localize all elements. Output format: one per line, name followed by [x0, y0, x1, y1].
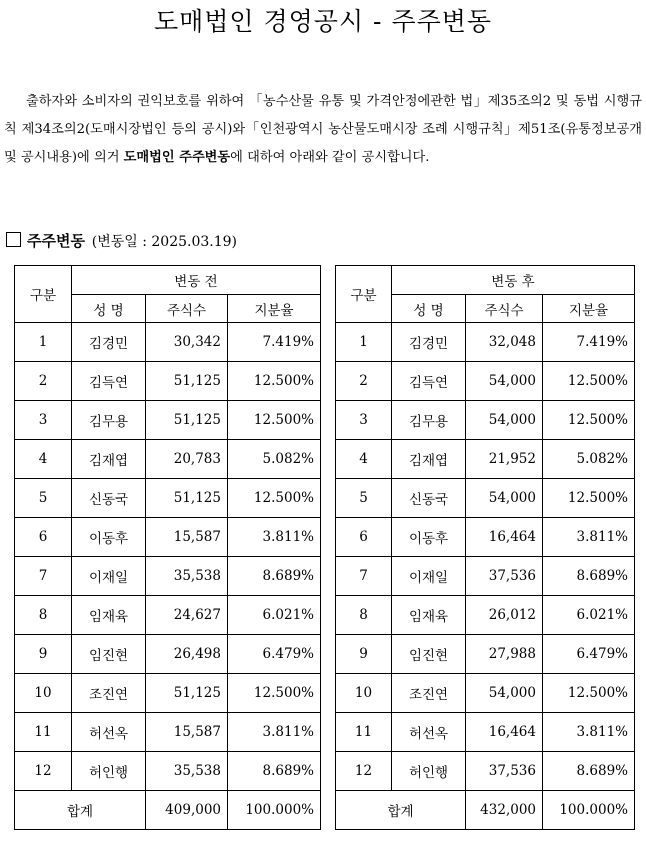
table-body-before	[15, 266, 321, 830]
share-ratio: 8.689%	[543, 752, 635, 791]
shareholder-name: 이동후	[72, 518, 146, 557]
row-number: 12	[336, 752, 392, 791]
share-count: 21,952	[466, 440, 543, 479]
share-ratio: 8.689%	[228, 752, 321, 791]
share-count: 37,536	[466, 752, 543, 791]
share-ratio: 3.811%	[543, 713, 635, 752]
intro-text-bold: 도매법인 주주변동	[123, 150, 231, 165]
share-ratio: 7.419%	[543, 323, 635, 362]
share-count: 15,587	[146, 518, 228, 557]
table-row	[336, 635, 635, 674]
header-name: 성 명	[392, 295, 466, 323]
header-ratio: 지분율	[543, 295, 635, 323]
shareholder-name: 신동국	[392, 479, 466, 518]
share-ratio: 6.021%	[543, 596, 635, 635]
shareholder-name: 임진현	[392, 635, 466, 674]
table-body-after	[336, 266, 635, 830]
row-number: 3	[336, 401, 392, 440]
table-row	[336, 440, 635, 479]
row-number: 12	[15, 752, 72, 791]
intro-text-part2: 에 대하여 아래와 같이 공시합니다.	[230, 150, 430, 165]
shareholder-name: 조진연	[392, 674, 466, 713]
row-number: 9	[15, 635, 72, 674]
share-ratio: 12.500%	[228, 401, 321, 440]
row-number: 2	[15, 362, 72, 401]
shareholder-name: 신동국	[72, 479, 146, 518]
table-total-row	[336, 791, 635, 830]
total-shares: 409,000	[146, 791, 228, 830]
shareholder-name: 김득연	[392, 362, 466, 401]
shareholder-name: 조진연	[72, 674, 146, 713]
table-row	[336, 752, 635, 791]
shareholder-name: 허선옥	[392, 713, 466, 752]
share-count: 26,012	[466, 596, 543, 635]
table-row	[15, 635, 321, 674]
shareholder-name: 임진현	[72, 635, 146, 674]
share-count: 26,498	[146, 635, 228, 674]
share-count: 35,538	[146, 752, 228, 791]
page-title: 도매법인 경영공시 - 주주변동	[153, 7, 493, 36]
shareholder-name: 이재일	[392, 557, 466, 596]
table-row	[336, 674, 635, 713]
share-count: 54,000	[466, 479, 543, 518]
row-number: 8	[336, 596, 392, 635]
share-ratio: 12.500%	[543, 479, 635, 518]
header-shares: 주식수	[466, 295, 543, 323]
share-ratio: 5.082%	[543, 440, 635, 479]
shareholder-name: 임재육	[392, 596, 466, 635]
table-row	[336, 401, 635, 440]
shareholder-table-before	[14, 265, 321, 830]
table-row	[336, 713, 635, 752]
share-count: 35,538	[146, 557, 228, 596]
table-row	[15, 479, 321, 518]
share-ratio: 12.500%	[543, 674, 635, 713]
share-count: 37,536	[466, 557, 543, 596]
header-ratio: 지분율	[228, 295, 321, 323]
table-header-row	[15, 266, 321, 295]
table-header-row	[336, 266, 635, 295]
shareholder-name: 임재육	[72, 596, 146, 635]
row-number: 5	[15, 479, 72, 518]
table-row	[15, 596, 321, 635]
share-ratio: 7.419%	[228, 323, 321, 362]
row-number: 8	[15, 596, 72, 635]
section-heading	[6, 230, 237, 251]
header-caption: 변동 후	[392, 266, 635, 295]
share-count: 16,464	[466, 518, 543, 557]
share-count: 51,125	[146, 674, 228, 713]
row-number: 6	[336, 518, 392, 557]
table-row	[15, 323, 321, 362]
total-ratio: 100.000%	[543, 791, 635, 830]
shareholder-name: 김경민	[72, 323, 146, 362]
share-count: 54,000	[466, 674, 543, 713]
share-count: 51,125	[146, 479, 228, 518]
shareholder-name: 이동후	[392, 518, 466, 557]
row-number: 4	[15, 440, 72, 479]
row-number: 1	[15, 323, 72, 362]
share-ratio: 12.500%	[228, 362, 321, 401]
share-count: 16,464	[466, 713, 543, 752]
share-count: 51,125	[146, 362, 228, 401]
shareholder-name: 김재엽	[392, 440, 466, 479]
table-row	[336, 596, 635, 635]
shareholder-name: 허인행	[72, 752, 146, 791]
table-row	[336, 479, 635, 518]
header-shares: 주식수	[146, 295, 228, 323]
shareholder-name: 김경민	[392, 323, 466, 362]
row-number: 10	[15, 674, 72, 713]
share-ratio: 3.811%	[543, 518, 635, 557]
row-number: 4	[336, 440, 392, 479]
checkbox-square-icon	[6, 232, 21, 247]
row-number: 10	[336, 674, 392, 713]
table-row	[15, 752, 321, 791]
share-count: 27,988	[466, 635, 543, 674]
total-label: 합계	[336, 791, 466, 830]
intro-paragraph	[4, 88, 642, 172]
header-name: 성 명	[72, 295, 146, 323]
total-ratio: 100.000%	[228, 791, 321, 830]
header-caption: 변동 전	[72, 266, 321, 295]
share-count: 51,125	[146, 401, 228, 440]
table-row	[15, 518, 321, 557]
table-total-row	[15, 791, 321, 830]
share-count: 32,048	[466, 323, 543, 362]
share-ratio: 3.811%	[228, 713, 321, 752]
share-count: 30,342	[146, 323, 228, 362]
header-gubun: 구분	[15, 266, 72, 323]
shareholder-name: 김무용	[72, 401, 146, 440]
row-number: 5	[336, 479, 392, 518]
shareholder-table-after	[335, 265, 635, 830]
change-date: (변동일 : 2025.03.19)	[91, 234, 238, 250]
share-ratio: 12.500%	[543, 401, 635, 440]
share-ratio: 6.479%	[543, 635, 635, 674]
share-ratio: 5.082%	[228, 440, 321, 479]
shareholder-name: 김득연	[72, 362, 146, 401]
share-ratio: 6.479%	[228, 635, 321, 674]
share-ratio: 12.500%	[228, 674, 321, 713]
row-number: 11	[336, 713, 392, 752]
header-gubun: 구분	[336, 266, 392, 323]
share-ratio: 12.500%	[228, 479, 321, 518]
table-row	[15, 674, 321, 713]
shareholder-name: 김무용	[392, 401, 466, 440]
shareholder-name: 허인행	[392, 752, 466, 791]
total-label: 합계	[15, 791, 146, 830]
row-number: 2	[336, 362, 392, 401]
row-number: 11	[15, 713, 72, 752]
share-count: 54,000	[466, 362, 543, 401]
share-ratio: 6.021%	[228, 596, 321, 635]
table-row	[15, 557, 321, 596]
row-number: 3	[15, 401, 72, 440]
total-shares: 432,000	[466, 791, 543, 830]
table-row	[15, 401, 321, 440]
share-count: 54,000	[466, 401, 543, 440]
table-row	[15, 440, 321, 479]
share-ratio: 12.500%	[543, 362, 635, 401]
table-row	[336, 518, 635, 557]
intro-text-part1: 출하자와 소비자의 권익보호를 위하여 「농수산물 유통 및 가격안정에관한 법」제35조의2 및 동법 시행규칙 제34조의2(도매시장법인 등의 공시)와「인천광역시 농산물도매시장 조례 시행규칙」제51조(유통정보공개 및 공시내용)에 의거	[4, 94, 642, 165]
row-number: 7	[15, 557, 72, 596]
row-number: 6	[15, 518, 72, 557]
share-ratio: 3.811%	[228, 518, 321, 557]
row-number: 9	[336, 635, 392, 674]
table-row	[336, 557, 635, 596]
shareholder-name: 김재엽	[72, 440, 146, 479]
share-ratio: 8.689%	[228, 557, 321, 596]
shareholder-name: 허선옥	[72, 713, 146, 752]
share-count: 15,587	[146, 713, 228, 752]
share-count: 24,627	[146, 596, 228, 635]
share-ratio: 8.689%	[543, 557, 635, 596]
table-row	[336, 323, 635, 362]
table-row	[15, 362, 321, 401]
section-label: 주주변동	[27, 232, 85, 250]
share-count: 20,783	[146, 440, 228, 479]
table-row	[336, 362, 635, 401]
row-number: 1	[336, 323, 392, 362]
shareholder-name: 이재일	[72, 557, 146, 596]
table-row	[15, 713, 321, 752]
row-number: 7	[336, 557, 392, 596]
